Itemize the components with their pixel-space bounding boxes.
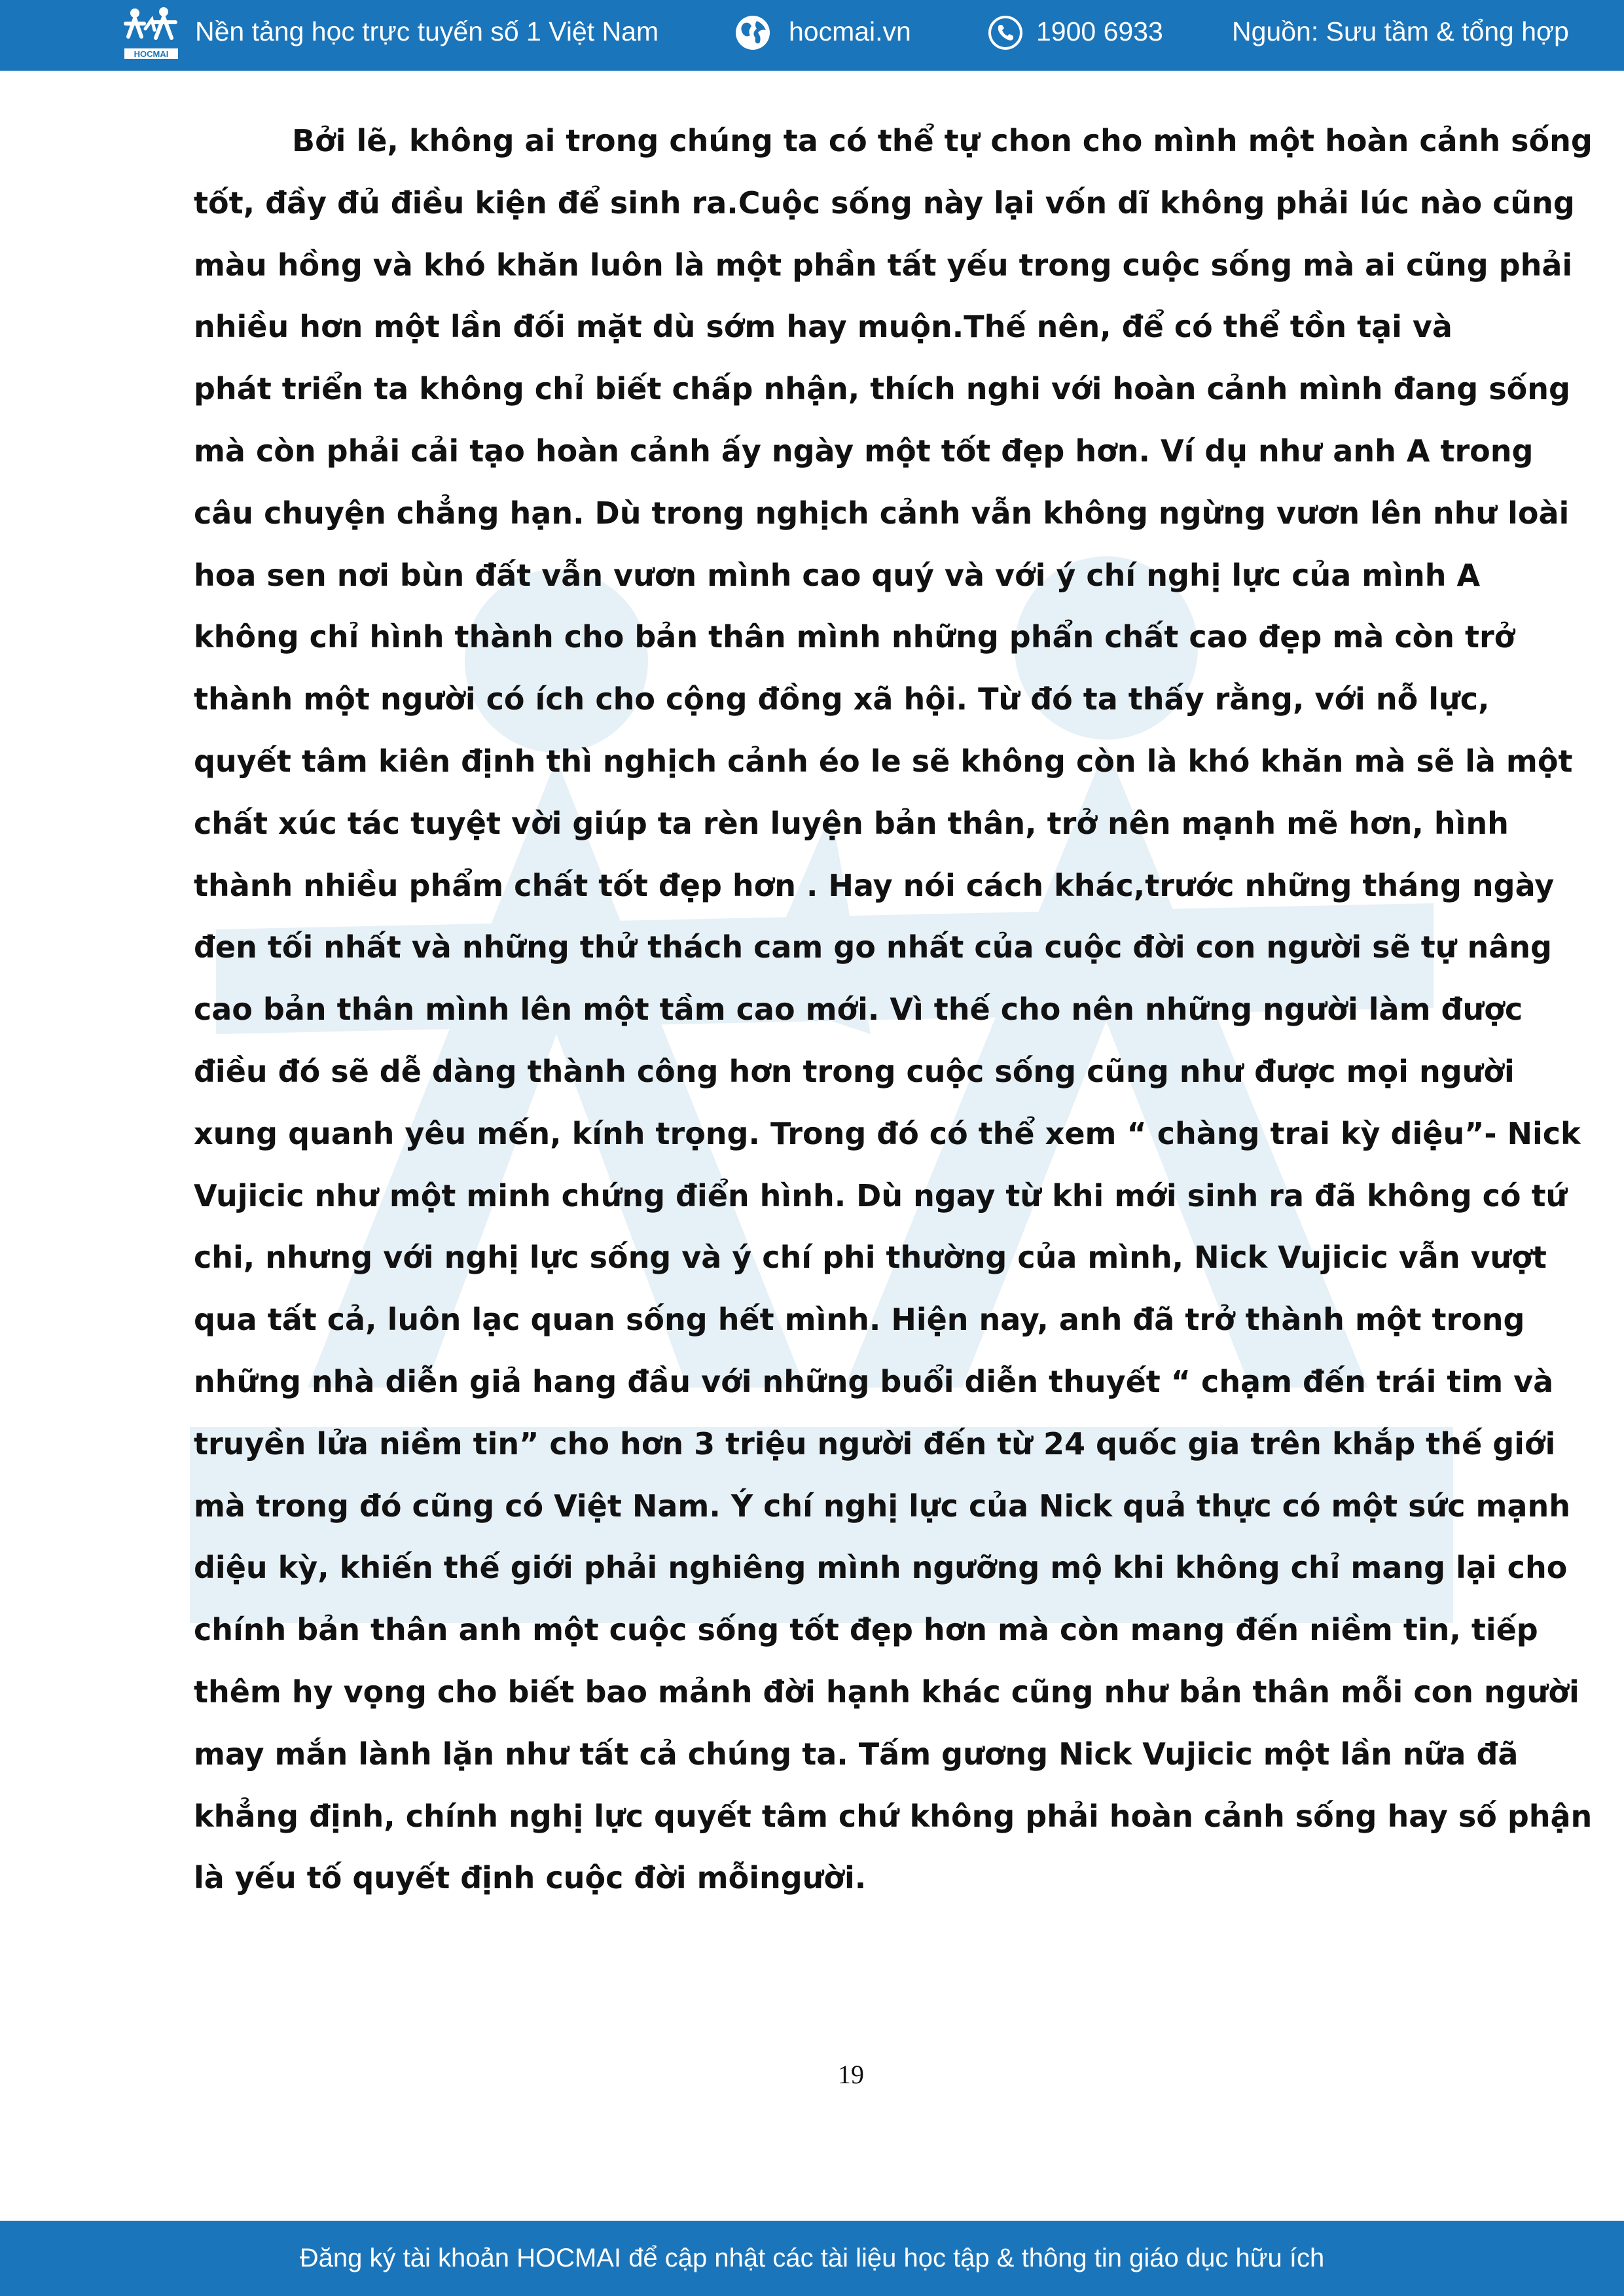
header-website-link[interactable]: hocmai.vn: [789, 16, 911, 46]
text-line: truyền lửa niềm tin” cho hơn 3 triệu người đến từ 24 quốc gia trên khắp thế giới: [194, 1426, 1556, 1462]
text-line: diệu kỳ, khiến thế giới phải nghiêng mình ngưỡng mộ khi không chỉ mang lại cho: [194, 1550, 1568, 1586]
text-line: hoa sen nơi bùn đất vẫn vươn mình cao quý và với ý chí nghị lực của mình A: [194, 557, 1481, 593]
text-line: phát triển ta không chỉ biết chấp nhận, thích nghi với hoàn cảnh mình đang sống: [194, 371, 1570, 407]
text-line: khẳng định, chính nghị lực quyết tâm chứ không phải hoàn cảnh sống hay số phận: [194, 1798, 1593, 1834]
text-line: chất xúc tác tuyệt vời giúp ta rèn luyện bản thân, trở nên mạnh mẽ hơn, hình: [194, 805, 1509, 841]
text-line: thành nhiều phẩm chất tốt đẹp hơn . Hay nói cách khác,trước những tháng ngày: [194, 867, 1555, 903]
page-number: 19: [838, 2060, 864, 2089]
text-line: cao bản thân mình lên một tầm cao mới. Vì thế cho nên những người làm được: [194, 992, 1523, 1028]
globe-icon: [734, 14, 771, 51]
hocmai-logo-icon[interactable]: [123, 5, 179, 60]
text-line: quyết tâm kiên định thì nghịch cảnh éo le sẽ không còn là khó khăn mà sẽ là một: [194, 743, 1573, 779]
text-line: xung quanh yêu mến, kính trọng. Trong đó có thể xem “ chàng trai kỳ diệu”- Nick: [194, 1115, 1581, 1151]
text-line: mà trong đó cũng có Việt Nam. Ý chí nghị lực của Nick quả thực có một sức mạnh: [194, 1488, 1570, 1524]
text-line: không chỉ hình thành cho bản thân mình những phẩn chất cao đẹp mà còn trở: [194, 619, 1515, 655]
text-line: mà còn phải cải tạo hoàn cảnh ấy ngày một tốt đẹp hơn. Ví dụ như anh A trong: [194, 433, 1534, 469]
footer-signup-link[interactable]: Đăng ký tài khoản HOCMAI để cập nhật các tài liệu học tập & thông tin giáo dục hữu ích: [299, 2244, 1325, 2272]
text-line: nhiều hơn một lần đối mặt dù sớm hay muộn.Thế nên, để có thể tồn tại và: [194, 309, 1453, 345]
text-line: điều đó sẽ dễ dàng thành công hơn trong cuộc sống cũng như được mọi người: [194, 1053, 1515, 1089]
text-line: thêm hy vọng cho biết bao mảnh đời hạnh khác cũng như bản thân mỗi con người: [194, 1674, 1579, 1710]
text-line: thành một người có ích cho cộng đồng xã hội. Từ đó ta thấy rằng, với nỗ lực,: [194, 681, 1490, 717]
header-bar: [0, 0, 1624, 71]
text-line: may mắn lành lặn như tất cả chúng ta. Tấm gương Nick Vujicic một lần nữa đã: [194, 1736, 1519, 1772]
phone-icon: [987, 14, 1024, 51]
text-line: là yếu tố quyết định cuộc đời mỗingười.: [194, 1860, 867, 1896]
text-line: Vujicic như một minh chứng điển hình. Dù ngay từ khi mới sinh ra đã không có tứ: [194, 1177, 1568, 1213]
text-line: màu hồng và khó khăn luôn là một phần tất yếu trong cuộc sống mà ai cũng phải: [194, 247, 1573, 283]
text-line: đen tối nhất và những thử thách cam go nhất của cuộc đời con người sẽ tự nâng: [194, 929, 1552, 965]
text-line: tốt, đầy đủ điều kiện để sinh ra.Cuộc sống này lại vốn dĩ không phải lúc nào cũng: [194, 185, 1575, 221]
footer-bar: [0, 2221, 1624, 2296]
text-line: qua tất cả, luôn lạc quan sống hết mình. Hiện nay, anh đã trở thành một trong: [194, 1302, 1525, 1338]
text-line: những nhà diễn giả hang đầu với những buổi diễn thuyết “ chạm đến trái tim và: [194, 1363, 1554, 1399]
text-line: chính bản thân anh một cuộc sống tốt đẹp hơn mà còn mang đến niềm tin, tiếp: [194, 1612, 1538, 1648]
text-line: câu chuyện chẳng hạn. Dù trong nghịch cảnh vẫn không ngừng vươn lên như loài: [194, 495, 1570, 531]
text-line: chi, nhưng với nghị lực sống và ý chí phi thường của mình, Nick Vujicic vẫn vượt: [194, 1240, 1547, 1276]
logo-text: HOCMAI: [134, 49, 169, 59]
header-source: Nguồn: Sưu tầm & tổng hợp: [1232, 16, 1569, 46]
header-phone[interactable]: 1900 6933: [1036, 16, 1163, 46]
body-paragraph: [194, 110, 1593, 1909]
text-line: Bởi lẽ, không ai trong chúng ta có thể tự chon cho mình một hoàn cảnh sống: [292, 123, 1593, 158]
header-tagline: Nền tảng học trực tuyến số 1 Việt Nam: [195, 16, 659, 46]
